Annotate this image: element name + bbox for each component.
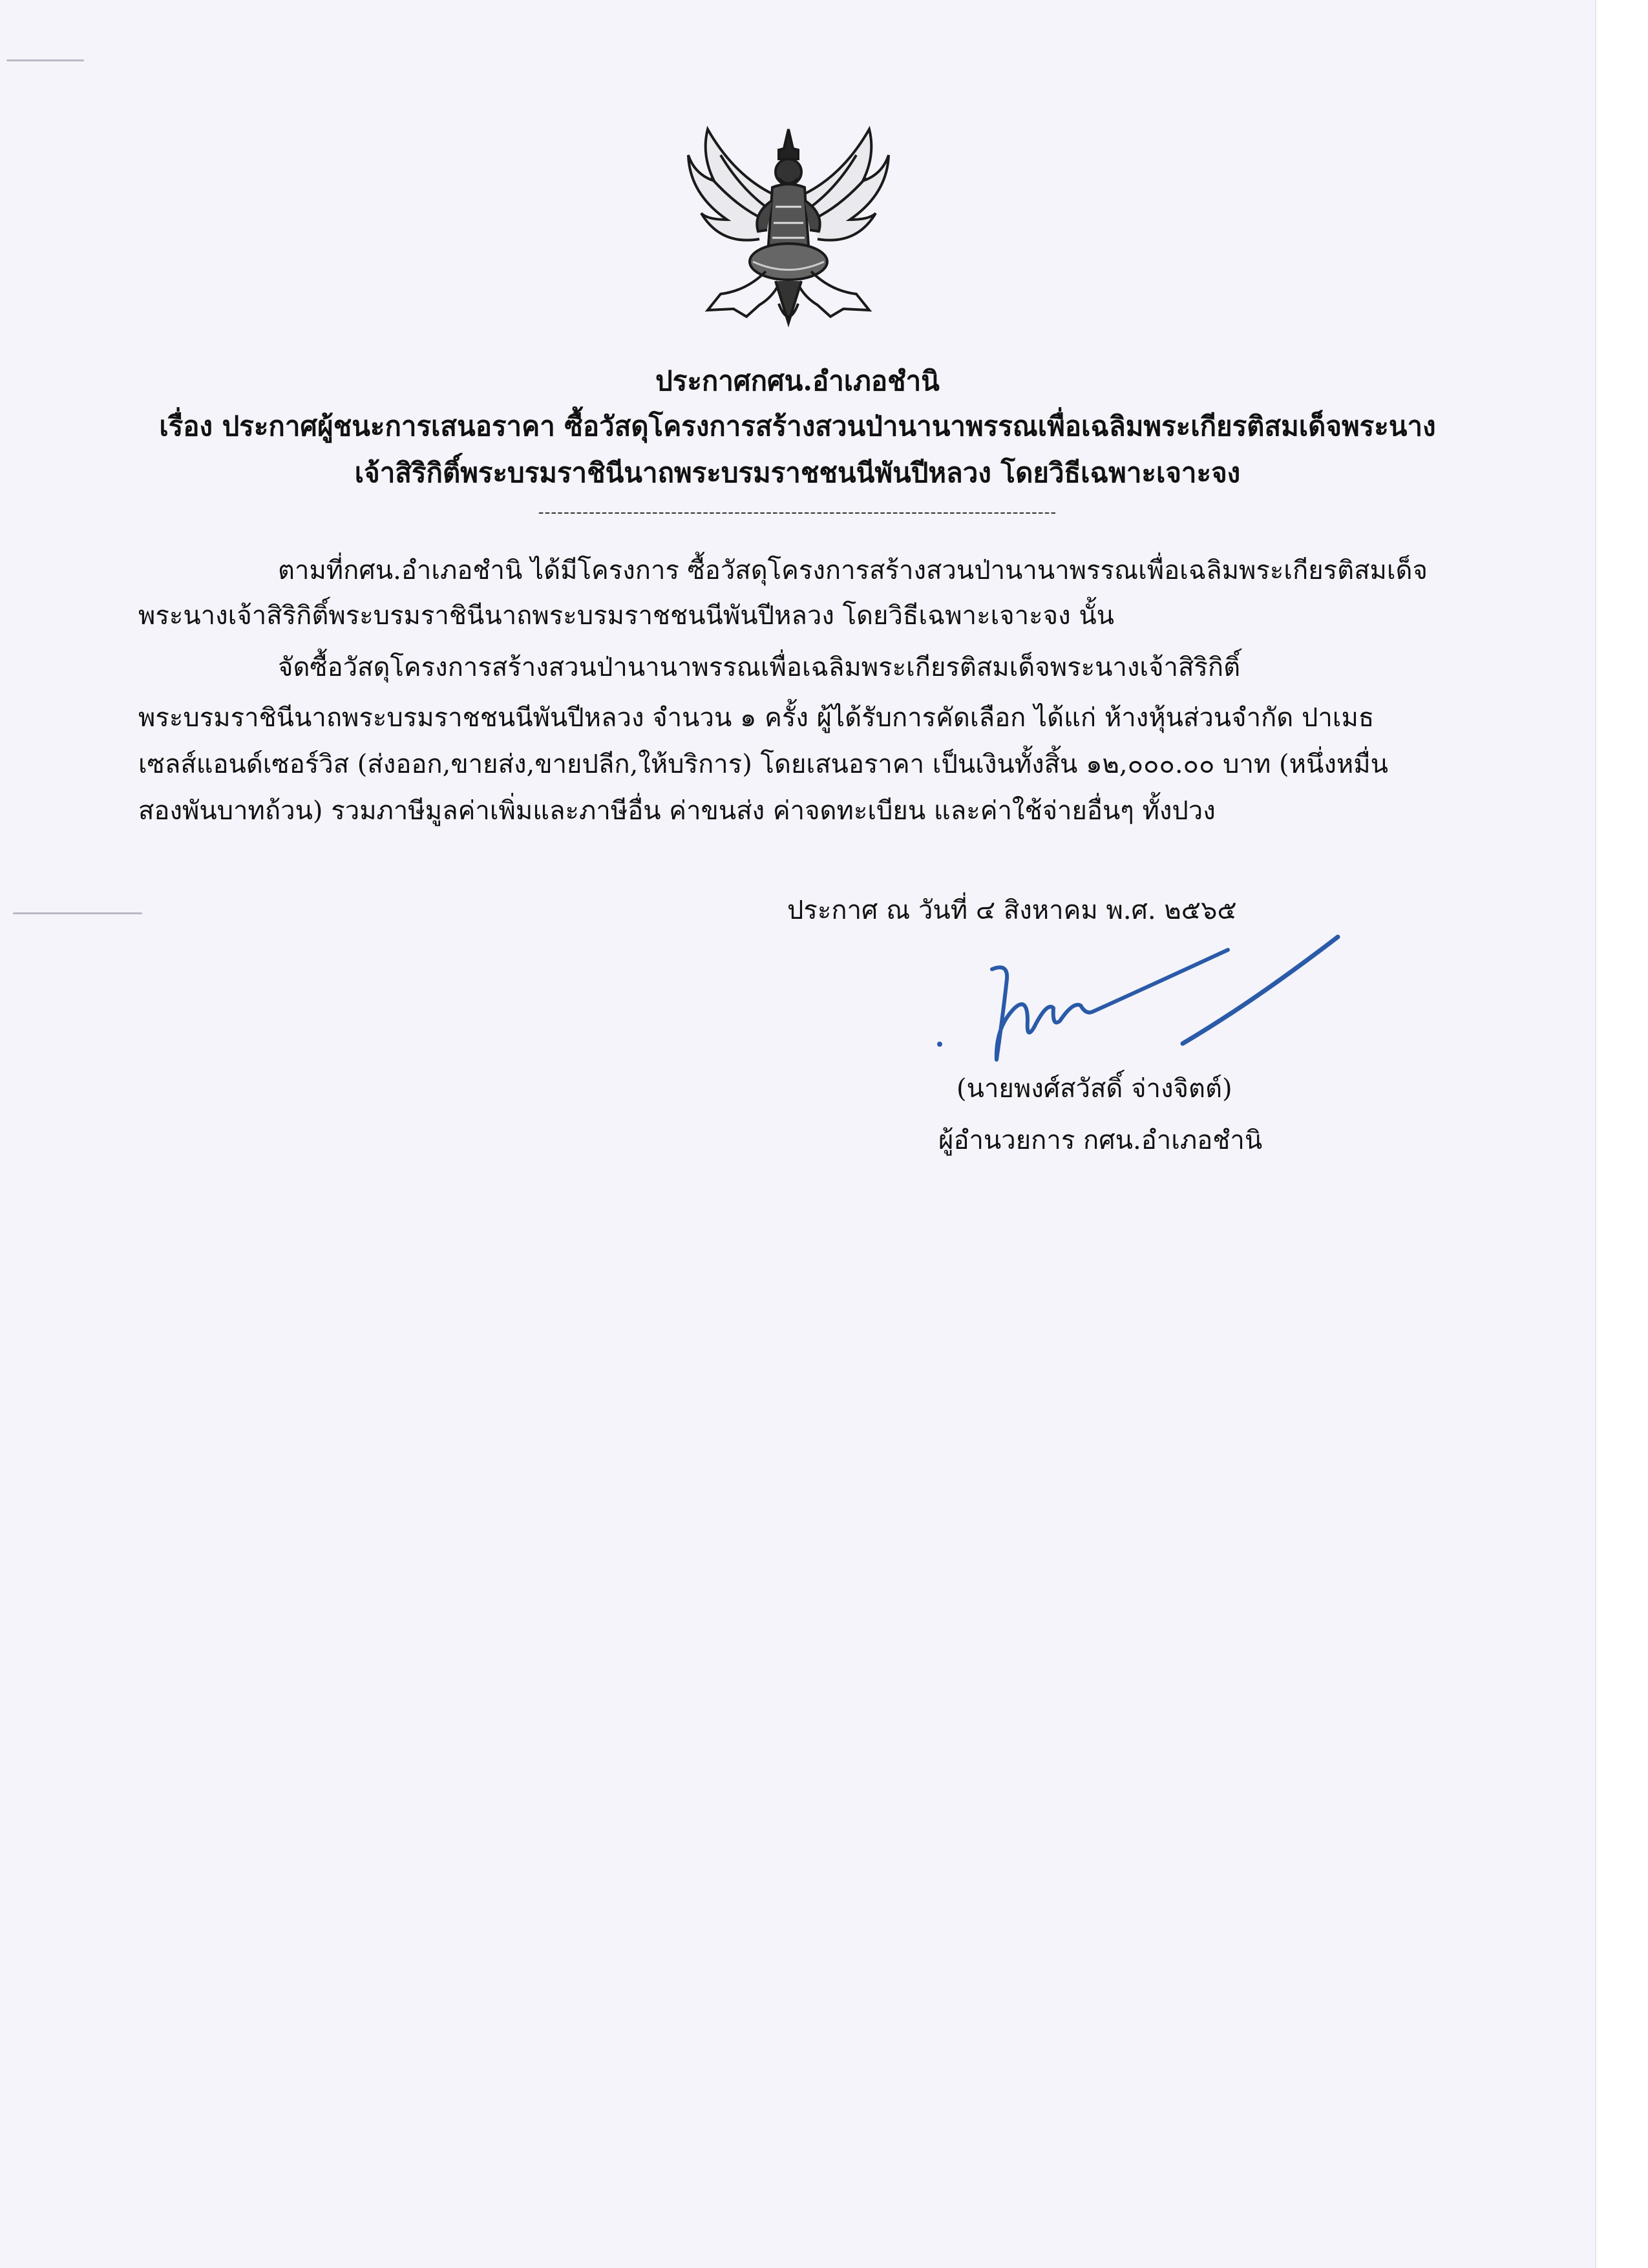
garuda-emblem-icon [682, 116, 895, 336]
signatory-name: (นายพงศ์สวัสดิ์ จ่างจิตต์) [956, 1074, 1232, 1104]
handwritten-signature [931, 930, 1344, 1079]
scan-mark [6, 59, 84, 61]
paragraph-2-line: เซลส์แอนด์เซอร์วิส (ส่งออก,ขายส่ง,ขายปลีก,ให้บริการ) โดยเสนอราคา เป็นเงินทั้งสิ้น ๑๒,๐๐๐.๐๐ บาท (หนึ่งหมื่น [138, 750, 1388, 779]
paragraph-1-line: พระนางเจ้าสิริกิติ์พระบรมราชินีนาถพระบรมราชชนนีพันปีหลวง โดยวิธีเฉพาะเจาะจง นั้น [138, 601, 1114, 631]
announcement-date: ประกาศ ณ วันที่ ๔ สิงหาคม พ.ศ. ๒๕๖๕ [787, 896, 1237, 925]
signatory-position: ผู้อำนวยการ กศน.อำเภอชำนิ [938, 1126, 1263, 1155]
scan-mark [13, 912, 142, 914]
paragraph-2-line: จัดซื้อวัสดุโครงการสร้างสวนป่านานาพรรณเพื่อเฉลิมพระเกียรติสมเด็จพระนางเจ้าสิริกิติ์ [278, 653, 1241, 682]
subject-line: เรื่อง ประกาศผู้ชนะการเสนอราคา ซื้อวัสดุโครงการสร้างสวนป่านานาพรรณเพื่อเฉลิมพระเกียรติสมเด็จพระนาง [159, 410, 1436, 442]
subject-line-continued: เจ้าสิริกิติ์พระบรมราชินีนาถพระบรมราชชนนีพันปีหลวง โดยวิธีเฉพาะเจาะจง [354, 457, 1241, 488]
paragraph-2-line: สองพันบาทถ้วน) รวมภาษีมูลค่าเพิ่มและภาษีอื่น ค่าขนส่ง ค่าจดทะเบียน และค่าใช้จ่ายอื่นๆ ทั้งปวง [138, 796, 1216, 826]
paragraph-2-line: พระบรมราชินีนาถพระบรมราชชนนีพันปีหลวง จำนวน ๑ ครั้ง ผู้ได้รับการคัดเลือก ได้แก่ ห้างหุ้นส่วนจำกัด ปาเมธ [138, 703, 1375, 733]
page-edge [1595, 0, 1648, 2268]
paragraph-1-line: ตามที่กศน.อำเภอชำนิ ได้มีโครงการ ซื้อวัสดุโครงการสร้างสวนป่านานาพรรณเพื่อเฉลิมพระเกียรติสมเด็จ [278, 556, 1428, 585]
announcement-issuer: ประกาศกศน.อำเภอชำนิ [655, 365, 940, 397]
section-divider: ---------------------------------------------------------------------------------- [538, 503, 1057, 522]
